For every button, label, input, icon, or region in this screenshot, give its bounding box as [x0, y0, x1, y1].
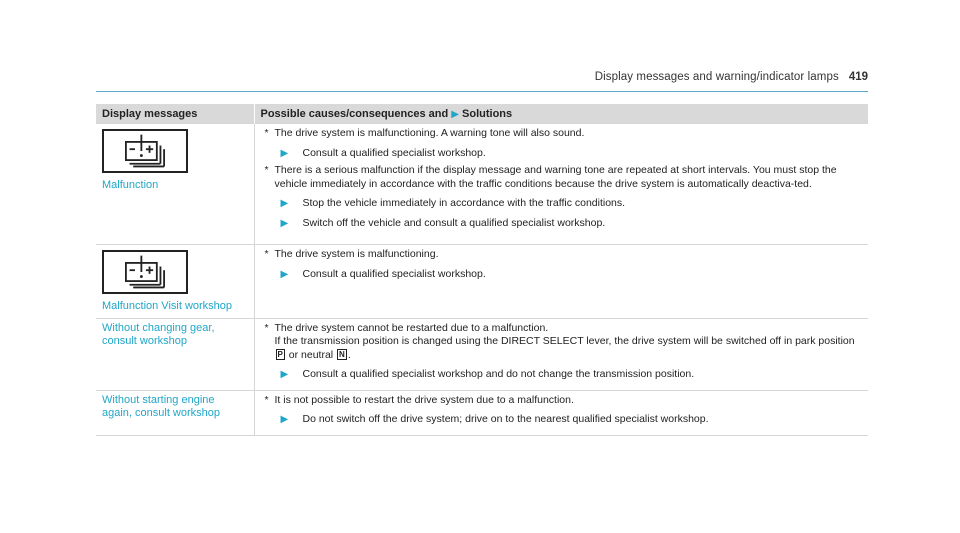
solution-item [265, 368, 863, 382]
table-header-row [96, 104, 868, 124]
solution-text: Consult a qualified specialist workshop. [302, 267, 486, 280]
page-header [96, 71, 868, 92]
bullet-icon: * [264, 393, 269, 406]
cause-cell [254, 390, 868, 435]
cause-item [265, 127, 863, 141]
arrow-icon: ▶ [280, 369, 289, 380]
display-message: Malfunction [102, 179, 159, 191]
col-header-messages: Display messages [96, 104, 254, 124]
solution-item [265, 197, 863, 211]
display-message: Malfunction Visit workshop [102, 300, 233, 312]
message-cell [96, 124, 254, 245]
arrow-icon: ▶ [280, 198, 289, 209]
cause-continuation-text: If the transmission position is changed using the DIRECT SELECT lever, the drive system will be switched off in park position [274, 335, 855, 347]
col-header-causes-label: Possible causes/consequences and [260, 107, 449, 120]
col-header-solutions-label: Solutions [462, 107, 513, 120]
arrow-icon: ▶ [280, 268, 289, 280]
display-messages-table [96, 104, 868, 436]
cause-cell [254, 245, 868, 319]
solution-text: Do not switch off the drive system; drive on to the nearest qualified specialist workshop. [302, 413, 709, 425]
neutral-key-icon: N [339, 349, 345, 359]
message-cell [96, 390, 254, 435]
table-row [96, 245, 868, 319]
cause-text: It is not possible to restart the drive system due to a malfunction. [274, 393, 574, 406]
battery-warning-icon [102, 129, 188, 173]
solution-item [265, 413, 863, 427]
park-key-icon: P [277, 349, 283, 359]
cause-item [265, 394, 863, 408]
cause-item [265, 248, 863, 262]
col-header-causes [254, 104, 868, 124]
cause-text: The drive system is malfunctioning. A warning tone will also sound. [274, 127, 585, 139]
display-message: Without changing gear, consult workshop [102, 321, 215, 347]
cause-text: There is a serious malfunction if the display message and warning tone are repeated at short intervals. You must stop the vehicle immediately in accordance with the traffic conditions because the drive system is automatically deactiva-ted. [274, 164, 837, 190]
cause-continuation-end: . [347, 348, 351, 361]
solution-text: Consult a qualified specialist workshop. [302, 146, 486, 159]
bullet-icon: * [264, 164, 269, 176]
cause-continuation [265, 335, 863, 362]
battery-warning-icon [102, 250, 188, 294]
cause-item [265, 322, 863, 336]
solution-item [265, 217, 863, 231]
page-number: 419 [848, 71, 868, 83]
arrow-icon: ▶ [280, 217, 289, 229]
cause-cell [254, 124, 868, 245]
bullet-icon: * [264, 127, 269, 139]
cause-item [265, 164, 863, 191]
table-row [96, 318, 868, 390]
solution-item [265, 147, 863, 161]
message-cell [96, 245, 254, 319]
section-title: Display messages and warning/indicator lamps [594, 71, 839, 83]
arrow-icon: ▶ [280, 414, 289, 425]
table-row [96, 124, 868, 245]
cause-cell [254, 318, 868, 390]
cause-text: The drive system cannot be restarted due to a malfunction. [274, 321, 549, 334]
solution-text: Switch off the vehicle and consult a qualified specialist workshop. [302, 216, 606, 229]
cause-continuation-text-b: or neutral [288, 348, 334, 361]
bullet-icon: * [264, 321, 269, 334]
solution-text: Consult a qualified specialist workshop and do not change the transmission position. [302, 368, 695, 380]
cause-text: The drive system is malfunctioning. [274, 248, 439, 260]
bullet-icon: * [264, 248, 269, 260]
arrow-icon: ▶ [280, 147, 289, 159]
solution-text: Stop the vehicle immediately in accordance with the traffic conditions. [302, 197, 626, 209]
display-message: Without starting engine again, consult workshop [102, 393, 221, 419]
solution-item [265, 268, 863, 282]
table-row [96, 390, 868, 435]
arrow-icon: ▶ [451, 108, 459, 120]
message-cell [96, 318, 254, 390]
